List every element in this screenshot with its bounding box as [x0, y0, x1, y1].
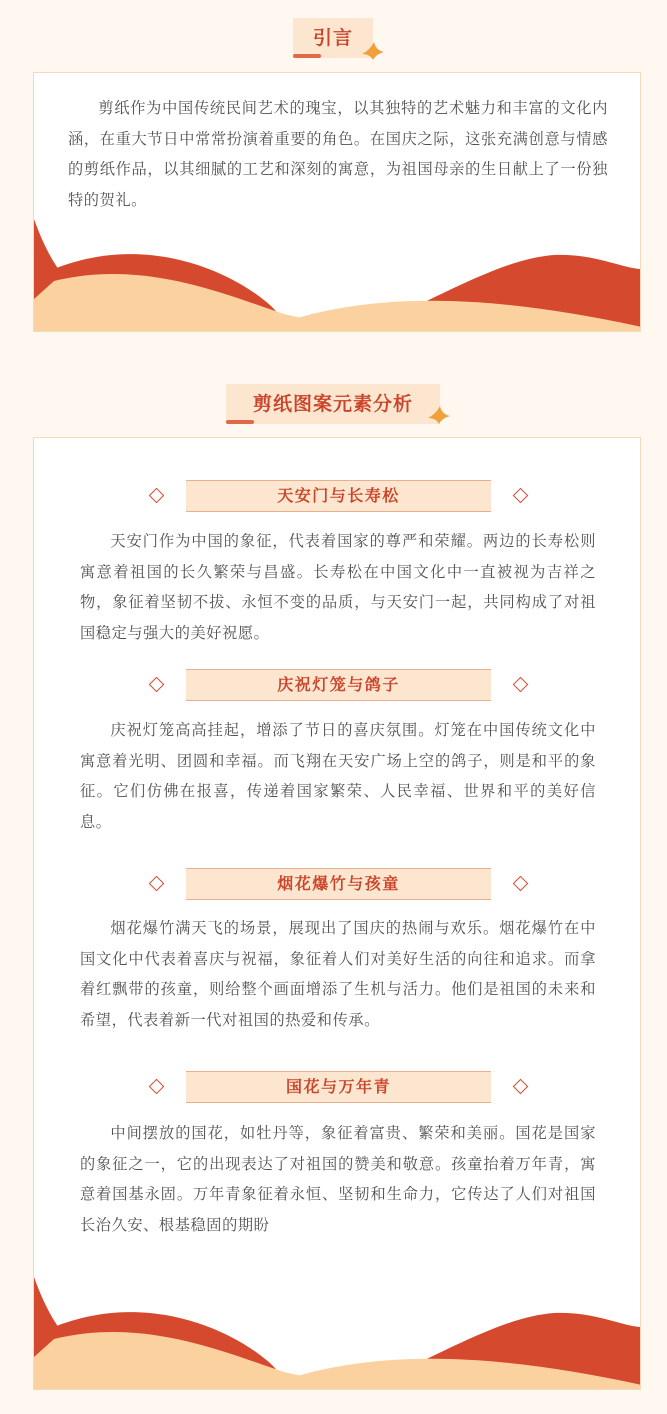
intro-title: 引言	[312, 27, 353, 49]
subheading-box	[186, 669, 491, 701]
subheading-text: 庆祝灯笼与鸽子	[277, 675, 400, 694]
intro-card	[33, 72, 641, 332]
paper-crane-icon	[426, 404, 452, 426]
diamond-icon	[513, 1079, 529, 1095]
subheading-national-flower	[34, 1071, 641, 1105]
subheading-lanterns	[34, 669, 641, 703]
subheading-tiananmen	[34, 480, 641, 514]
diamond-icon	[513, 876, 529, 892]
item-paragraph: 烟花爆竹满天飞的场景，展现出了国庆的热闹与欢乐。烟花爆竹在中国文化中代表着喜庆与祝福，象征着人们对美好生活的向往和追求。而拿着红飘带的孩童，则给整个画面增添了生机与活力。他们是祖国的未来和希望，代表着新一代对祖国的热爱和传承。	[80, 919, 596, 1029]
decorative-waves	[34, 219, 641, 331]
analysis-section-title	[0, 384, 667, 432]
diamond-icon	[149, 677, 165, 693]
diamond-icon	[149, 876, 165, 892]
subheading-box	[186, 480, 491, 512]
intro-section-title	[0, 18, 667, 66]
analysis-title-box	[226, 384, 440, 424]
subheading-box	[186, 868, 491, 900]
diamond-icon	[149, 488, 165, 504]
diamond-icon	[513, 677, 529, 693]
decorative-waves	[34, 1277, 641, 1389]
analysis-card	[33, 437, 641, 1390]
intro-paragraph: 剪纸作为中国传统民间艺术的瑰宝，以其独特的艺术魅力和丰富的文化内涵，在重大节日中常常扮演着重要的角色。在国庆之际，这张充满创意与情感的剪纸作品，以其细腻的工艺和深刻的寓意，为祖国母亲的生日献上了一份独特的贺礼。	[68, 99, 608, 209]
analysis-title: 剪纸图案元素分析	[252, 393, 413, 415]
diamond-icon	[149, 1079, 165, 1095]
item-paragraph: 天安门作为中国的象征，代表着国家的尊严和荣耀。两边的长寿松则寓意着祖国的长久繁荣与昌盛。长寿松在中国文化中一直被视为吉祥之物，象征着坚韧不拔、永恒不变的品质，与天安门一起，共同构成了对祖国稳定与强大的美好祝愿。	[80, 532, 596, 642]
item-paragraph: 中间摆放的国花，如牡丹等，象征着富贵、繁荣和美丽。国花是国家的象征之一，它的出现表达了对祖国的赞美和敬意。孩童抬着万年青，寓意着国基永固。万年青象征着永恒、坚韧和生命力，它传达了人们对祖国长治久安、根基稳固的期盼	[80, 1124, 596, 1234]
subheading-text: 天安门与长寿松	[277, 486, 400, 505]
item-paragraph: 庆祝灯笼高高挂起，增添了节日的喜庆氛围。灯笼在中国传统文化中寓意着光明、团圆和幸福。而飞翔在天安广场上空的鸽子，则是和平的象征。它们仿佛在报喜，传递着国家繁荣、人民幸福、世界和平的美好信息。	[80, 721, 596, 831]
diamond-icon	[513, 488, 529, 504]
subheading-fireworks	[34, 868, 641, 902]
subheading-text: 烟花爆竹与孩童	[277, 874, 400, 893]
subheading-text: 国花与万年青	[285, 1077, 391, 1096]
paper-crane-icon	[360, 40, 386, 62]
subheading-box	[186, 1071, 491, 1103]
